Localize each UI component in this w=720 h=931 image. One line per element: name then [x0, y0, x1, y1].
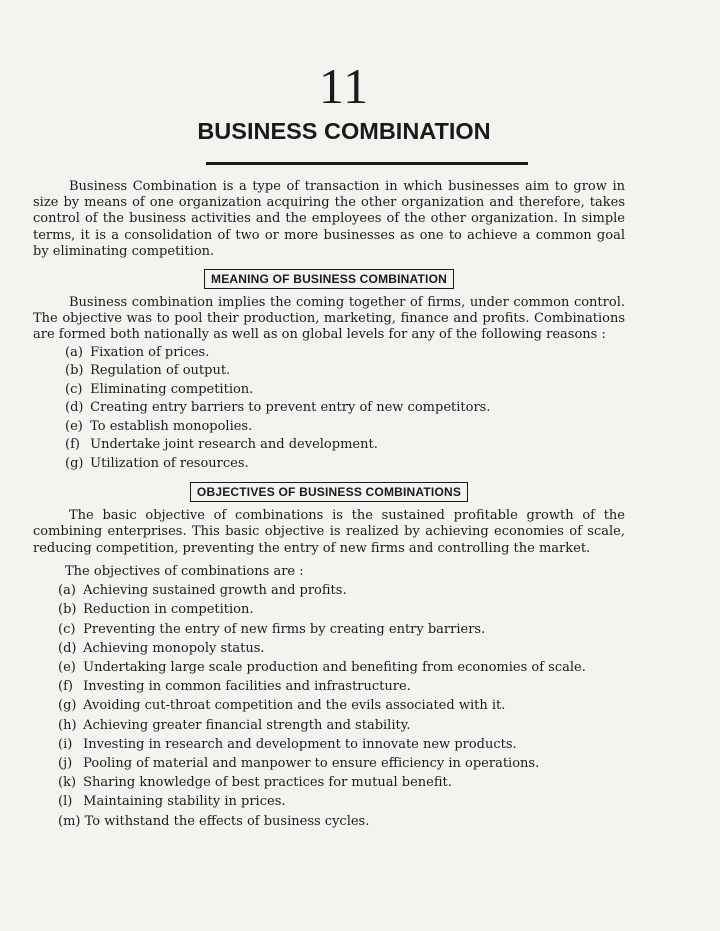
item-text: Sharing knowledge of best practices for mutual benefit.	[83, 775, 452, 791]
item-label: (g)	[58, 698, 77, 714]
item-text: Eliminating competition.	[90, 381, 254, 397]
item-text: Achieving greater financial strength and stability.	[83, 717, 411, 733]
list-item	[65, 381, 625, 400]
item-label: (d)	[65, 400, 84, 416]
chapter-title: BUSINESS COMBINATION	[197, 118, 491, 144]
item-text: To withstand the effects of business cycles.	[84, 813, 370, 829]
item-text: Investing in common facilities and infrastructure.	[83, 679, 411, 695]
item-text: Fixation of prices.	[90, 344, 210, 360]
item-text: Reduction in competition.	[83, 602, 254, 618]
meaning-heading-wrap	[33, 268, 625, 289]
item-label: (b)	[65, 363, 84, 379]
item-label: (i)	[58, 736, 73, 752]
item-text: Avoiding cut-throat competition and the evils associated with it.	[83, 698, 506, 714]
item-label: (j)	[58, 756, 73, 772]
list-item	[65, 399, 625, 418]
item-label: (b)	[58, 602, 77, 618]
list-item	[58, 620, 625, 639]
list-item	[58, 812, 625, 831]
item-label: (a)	[58, 583, 76, 599]
item-label: (m)	[58, 813, 81, 829]
list-item	[65, 418, 625, 437]
list-item	[58, 581, 625, 600]
list-item	[58, 735, 625, 754]
item-text: Achieving monopoly status.	[83, 640, 265, 656]
meaning-paragraph: Business combination implies the coming together of firms, under common control. The objective was to pool their production, marketing, finance and profits. Combinations are formed both nationally as well as on global levels for any of the following reasons :	[33, 295, 625, 343]
chapter-number: 11	[318, 58, 370, 114]
list-item	[65, 455, 625, 474]
item-label: (l)	[58, 794, 73, 810]
item-text: Undertaking large scale production and benefiting from economies of scale.	[83, 660, 586, 676]
list-item	[58, 677, 625, 696]
item-text: Achieving sustained growth and profits.	[83, 583, 347, 599]
objectives-list-intro: The objectives of combinations are :	[65, 563, 304, 579]
list-item	[65, 344, 625, 363]
item-text: Maintaining stability in prices.	[83, 794, 286, 810]
item-label: (c)	[65, 381, 83, 397]
item-label: (e)	[58, 660, 76, 676]
item-label: (f)	[58, 679, 73, 695]
list-item	[58, 600, 625, 619]
objectives-list	[33, 581, 625, 831]
item-label: (a)	[65, 344, 83, 360]
list-item	[58, 696, 625, 715]
objectives-paragraph: The basic objective of combinations is the sustained profitable growth of the combining enterprises. This basic objective is realized by achieving economies of scale, reducing competition, preventing the entry of new firms and controlling the market.	[33, 508, 625, 556]
item-text: Investing in research and development to innovate new products.	[83, 736, 517, 752]
list-item	[65, 362, 625, 381]
objectives-section-heading: OBJECTIVES OF BUSINESS COMBINATIONS	[190, 482, 468, 502]
list-item	[58, 773, 625, 792]
list-item	[58, 754, 625, 773]
objectives-heading-wrap	[33, 481, 625, 502]
item-label: (d)	[58, 640, 77, 656]
item-text: Pooling of material and manpower to ensure efficiency in operations.	[83, 756, 540, 772]
list-item	[58, 639, 625, 658]
item-text: To establish monopolies.	[90, 418, 253, 434]
item-text: Creating entry barriers to prevent entry of new competitors.	[90, 400, 491, 416]
item-text: Utilization of resources.	[90, 455, 249, 471]
list-item	[58, 658, 625, 677]
item-text: Undertake joint research and development.	[90, 437, 378, 453]
item-label: (g)	[65, 455, 84, 471]
list-item	[58, 792, 625, 811]
item-label: (h)	[58, 717, 77, 733]
item-label: (k)	[58, 775, 77, 791]
list-item	[58, 716, 625, 735]
item-label: (e)	[65, 418, 83, 434]
item-text: Preventing the entry of new firms by creating entry barriers.	[83, 621, 486, 637]
reasons-list	[33, 344, 625, 474]
item-label: (f)	[65, 437, 80, 453]
title-underline	[206, 162, 528, 165]
meaning-section-heading: MEANING OF BUSINESS COMBINATION	[204, 269, 454, 289]
item-label: (c)	[58, 621, 76, 637]
list-item	[65, 436, 625, 455]
intro-paragraph: Business Combination is a type of transaction in which businesses aim to grow in size by means of one organization acquiring the other organization and therefore, takes control of the business activities and the employees of the other organization. In simple terms, it is a consolidation of two or more businesses as one to achieve a common goal by eliminating competition.	[33, 179, 625, 259]
item-text: Regulation of output.	[90, 363, 231, 379]
